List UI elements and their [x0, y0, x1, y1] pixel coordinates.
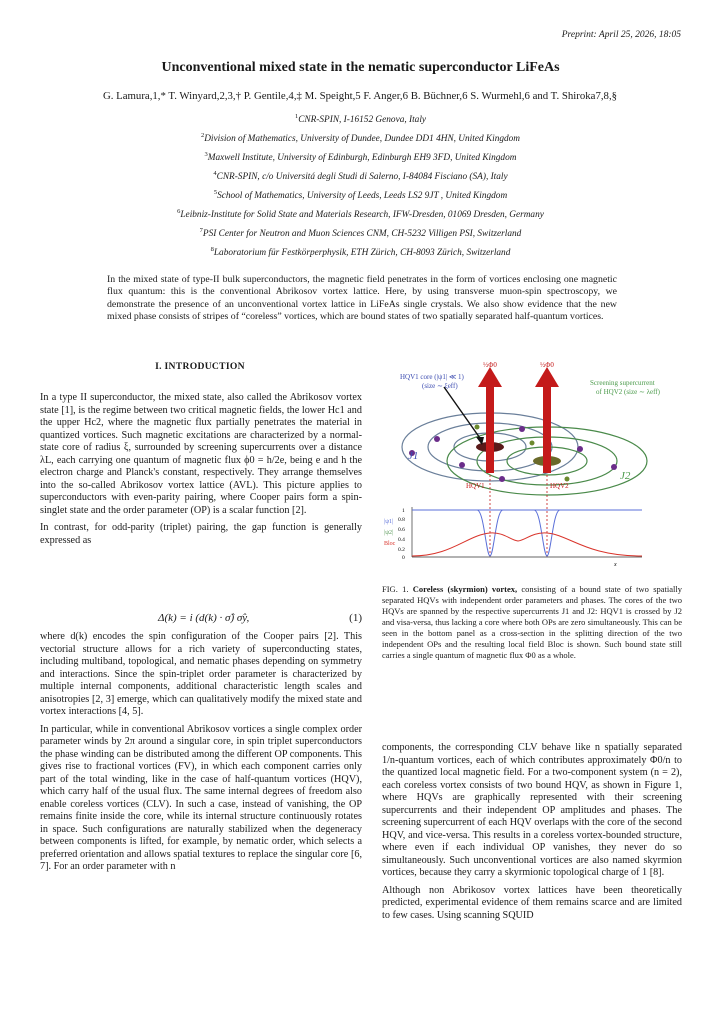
ylabel-psi2: |ψ2| — [384, 530, 394, 536]
current-marker — [565, 477, 570, 482]
caption-label: FIG. 1. — [382, 584, 409, 594]
ytick: 1 — [402, 508, 405, 514]
preprint-date: Preprint: April 25, 2026, 18:05 — [561, 30, 681, 40]
label-j1: J1 — [408, 450, 419, 462]
right-column — [382, 742, 682, 927]
label-phi-left: ½Φ0 — [483, 361, 497, 369]
ytick: 0.4 — [398, 537, 405, 543]
affiliation-text: Maxwell Institute, University of Edinburgh, Edinburgh EH9 3FD, United Kingdom — [207, 153, 517, 164]
affiliation-number: 5 — [213, 189, 218, 196]
affiliation-text: School of Mathematics, University of Leeds, Leeds LS2 9JT , United Kingdom — [217, 191, 508, 202]
affiliation-number: 6 — [177, 208, 181, 215]
affiliation-text: CNR-SPIN, I-16152 Genova, Italy — [298, 115, 427, 126]
label-core-size: (size ∼ ξeff) — [422, 382, 458, 390]
author-list: G. Lamura,1,* T. Winyard,2,3,† P. Gentile,4,‡ M. Speight,5 F. Anger,6 B. Büchner,6 S. Wurmehl,6 and T. Shiroka7,8,§ — [102, 90, 618, 102]
paragraph: In contrast, for odd-parity (triplet) pairing, the gap function is generally expressed as — [40, 522, 362, 546]
affiliation — [0, 170, 721, 182]
affiliation-text: Leibniz-Institute for Solid State and Materials Research, IFW-Dresden, 01069 Dresden, Germany — [180, 210, 544, 221]
equation-formula: Δ(k) = i (d(k) · σ̂) σ̂y, — [158, 612, 250, 624]
abstract: In the mixed state of type-II bulk superconductors, the magnetic field penetrates in the form of vortices enclosing one magnetic flux quantum: this is the conventional Abrikosov vortex lattice. Here, by using transverse muon-spin spectroscopy, we demonstrate the presence of an unconventional vortex lattice in LiFeAs single crystals. We also show evidence that the new mixed phase consists of stripes of “coreless” vortices, which are bound states of two spatially separated half-quantum vortices. — [107, 274, 617, 323]
affiliation-number: 3 — [204, 151, 208, 158]
label-j2: J2 — [620, 470, 631, 482]
affiliation — [0, 246, 721, 258]
current-marker — [499, 476, 505, 482]
affiliation-number: 8 — [210, 246, 214, 253]
label-screening: Screening supercurrent — [590, 379, 655, 387]
paragraph: In particular, while in conventional Abrikosov vortices a single complex order parameter winds by 2π around a singular core, in spin triplet superconductors the phase winding can be distributed among the different OP components. This gives rise to fractional vortices (FV), in which each component carries only part of the total winding, like in the case of half-quantum vortices (HQV), which carry half of the usual flux. The same internal degrees of freedom also enable coreless vortices (CLV). In such a case, instead of vanishing, the OP remains finite inside the core, while its internal structure continuously rotates in space. Such configurations are naturally stabilized when the degeneracy between components is lifted, for example, by nematic order, which selects a preferred orientation and allows spatial textures to replace the singular core [6, 7]. For an order parameter with n — [40, 723, 362, 872]
current-marker — [519, 426, 525, 432]
figure-1 — [382, 357, 682, 579]
psi1-curve — [412, 510, 642, 556]
affiliation-number: 4 — [213, 170, 217, 177]
core-pointer — [444, 387, 482, 441]
section-heading: I. INTRODUCTION — [155, 361, 245, 372]
cross-section-plot — [384, 507, 642, 568]
current-marker — [434, 436, 440, 442]
left-column-top — [40, 392, 362, 552]
affiliation — [0, 227, 721, 239]
paragraph: where d(k) encodes the spin configuration of the Cooper pairs [2]. This vectorial structure allows for a rich variety of superconducting states, including multiband, topological, and nematic phases depending on symmetry and interactions. Since the spin-triplet order parameter is characterized by multiple internal components, additional characteristic length scales and anisotropies [2, 3] emerge, which can qualitatively modify the mixed state and vortex interactions [4, 5]. — [40, 631, 362, 717]
affiliation-number: 1 — [294, 113, 299, 120]
hqv1-flux-arrow — [478, 367, 502, 473]
affiliation-number: 2 — [200, 132, 205, 139]
affiliation-text: Laboratorium für Festkörperphysik, ETH Zürich, CH-8093 Zürich, Switzerland — [213, 248, 511, 259]
paragraph: components, the corresponding CLV behave like n spatially separated 1/n-quantum vortices, each of which contributes approximately Φ0/n to the quantized local magnetic field. For a two-component system (n = 2), each coreless vortex consists of two bound HQV, as shown in Figure 1, where HQVs are graphically represented with their screening supercurrents and their independent OP amplitudes and phases. The screening supercurrent of each HQV overlaps with the core of the second HQV, and vice-versa. This results in a coreless vortex-bounded structure, where even if each individual OP vanishes, they never do so simultaneously. Such unconventional vortices are also named skyrmion vortices, because they carry a skyrmionic topological charge of 1 [8]. — [382, 742, 682, 878]
caption-bold: Coreless (skyrmion) vortex, — [412, 584, 518, 594]
paragraph: Although non Abrikosov vortex lattices have been theoretically predicted, experimental evidence of them remains scarce and are limited to few cases. Using scanning SQUID — [382, 884, 682, 921]
paragraph: In a type II superconductor, the mixed state, also called the Abrikosov vortex state [1], is the regime between two critical magnetic fields, the lower Hc1 and the upper Hc2, where the magnetic flux partially penetrates the material in quantized vortices. Such magnetic excitations are characterized by a normal-state core of radius ξ, surrounded by screening supercurrents over a distance λL, each carrying one quantum of magnetic flux ϕ0 = h/2e, being e and h the electron charge and Planck's constant, respectively. They arrange themselves into the so-called Abrikosov vortex lattice (AVL). This picture applies to superconductors with even-parity pairing, where Cooper pairs form a spin-singlet state and the order parameter (OP) is a scalar function [2]. — [40, 392, 362, 516]
affiliation — [0, 208, 721, 220]
affiliation-text: PSI Center for Neutron and Muon Sciences CNM, CH-5232 Villigen PSI, Switzerland — [202, 229, 522, 240]
affiliation — [0, 132, 721, 144]
label-phi-right: ½Φ0 — [540, 361, 554, 369]
ylabel-bloc: Bloc — [384, 541, 396, 547]
affiliation-text: Division of Mathematics, University of Dundee, Dundee DD1 4HN, United Kingdom — [204, 134, 521, 145]
current-marker — [530, 441, 535, 446]
ytick: 0.6 — [398, 527, 405, 533]
current-marker — [459, 462, 465, 468]
psi2-curve — [412, 510, 642, 556]
label-hqv2: HQV2 — [550, 482, 569, 490]
current-marker — [611, 464, 617, 470]
bloc-curve — [412, 533, 642, 556]
ytick: 0.8 — [398, 517, 405, 523]
affiliation-number: 7 — [199, 227, 203, 234]
affiliation-text: CNR-SPIN, c/o Universitá degli Studi di Salerno, I-84084 Fisciano (SA), Italy — [216, 172, 508, 183]
ytick: 0 — [402, 555, 405, 561]
current-marker — [475, 425, 480, 430]
label-core: HQV1 core (|ψ1| ≪ 1) — [400, 373, 464, 381]
paper-title: Unconventional mixed state in the nematic superconductor LiFeAs — [161, 60, 560, 75]
xlabel: x — [614, 562, 617, 568]
ytick: 0.2 — [398, 547, 405, 553]
equation-number: (1) — [349, 612, 362, 624]
label-screening-2: of HQV2 (size ∼ λeff) — [596, 388, 660, 396]
current-marker — [577, 446, 583, 452]
affiliation — [0, 151, 721, 163]
left-column-bottom — [40, 631, 362, 879]
caption-text: consisting of a bound state of two spatially separated HQVs with independent order parameters and phases. The cores of the two HQVs are spanned by the respective supercurrents J1 and J2: HQV1 is crossed by J2 and visa-versa, thus lacking a core where both OPs are zero simultaneously. This can be seen in the bottom panel as a cross-section in the splitting direction of the two independent OPs and the resulting local field Bloc is shown. Such bound state still carries a single quantum of magnetic flux Φ0 as a whole. — [382, 584, 682, 660]
label-hqv1: HQV1 — [466, 482, 485, 490]
ylabel-psi1: |ψ1| — [384, 519, 394, 525]
affiliation — [0, 113, 721, 125]
affiliation — [0, 189, 721, 201]
figure-caption — [382, 584, 682, 661]
